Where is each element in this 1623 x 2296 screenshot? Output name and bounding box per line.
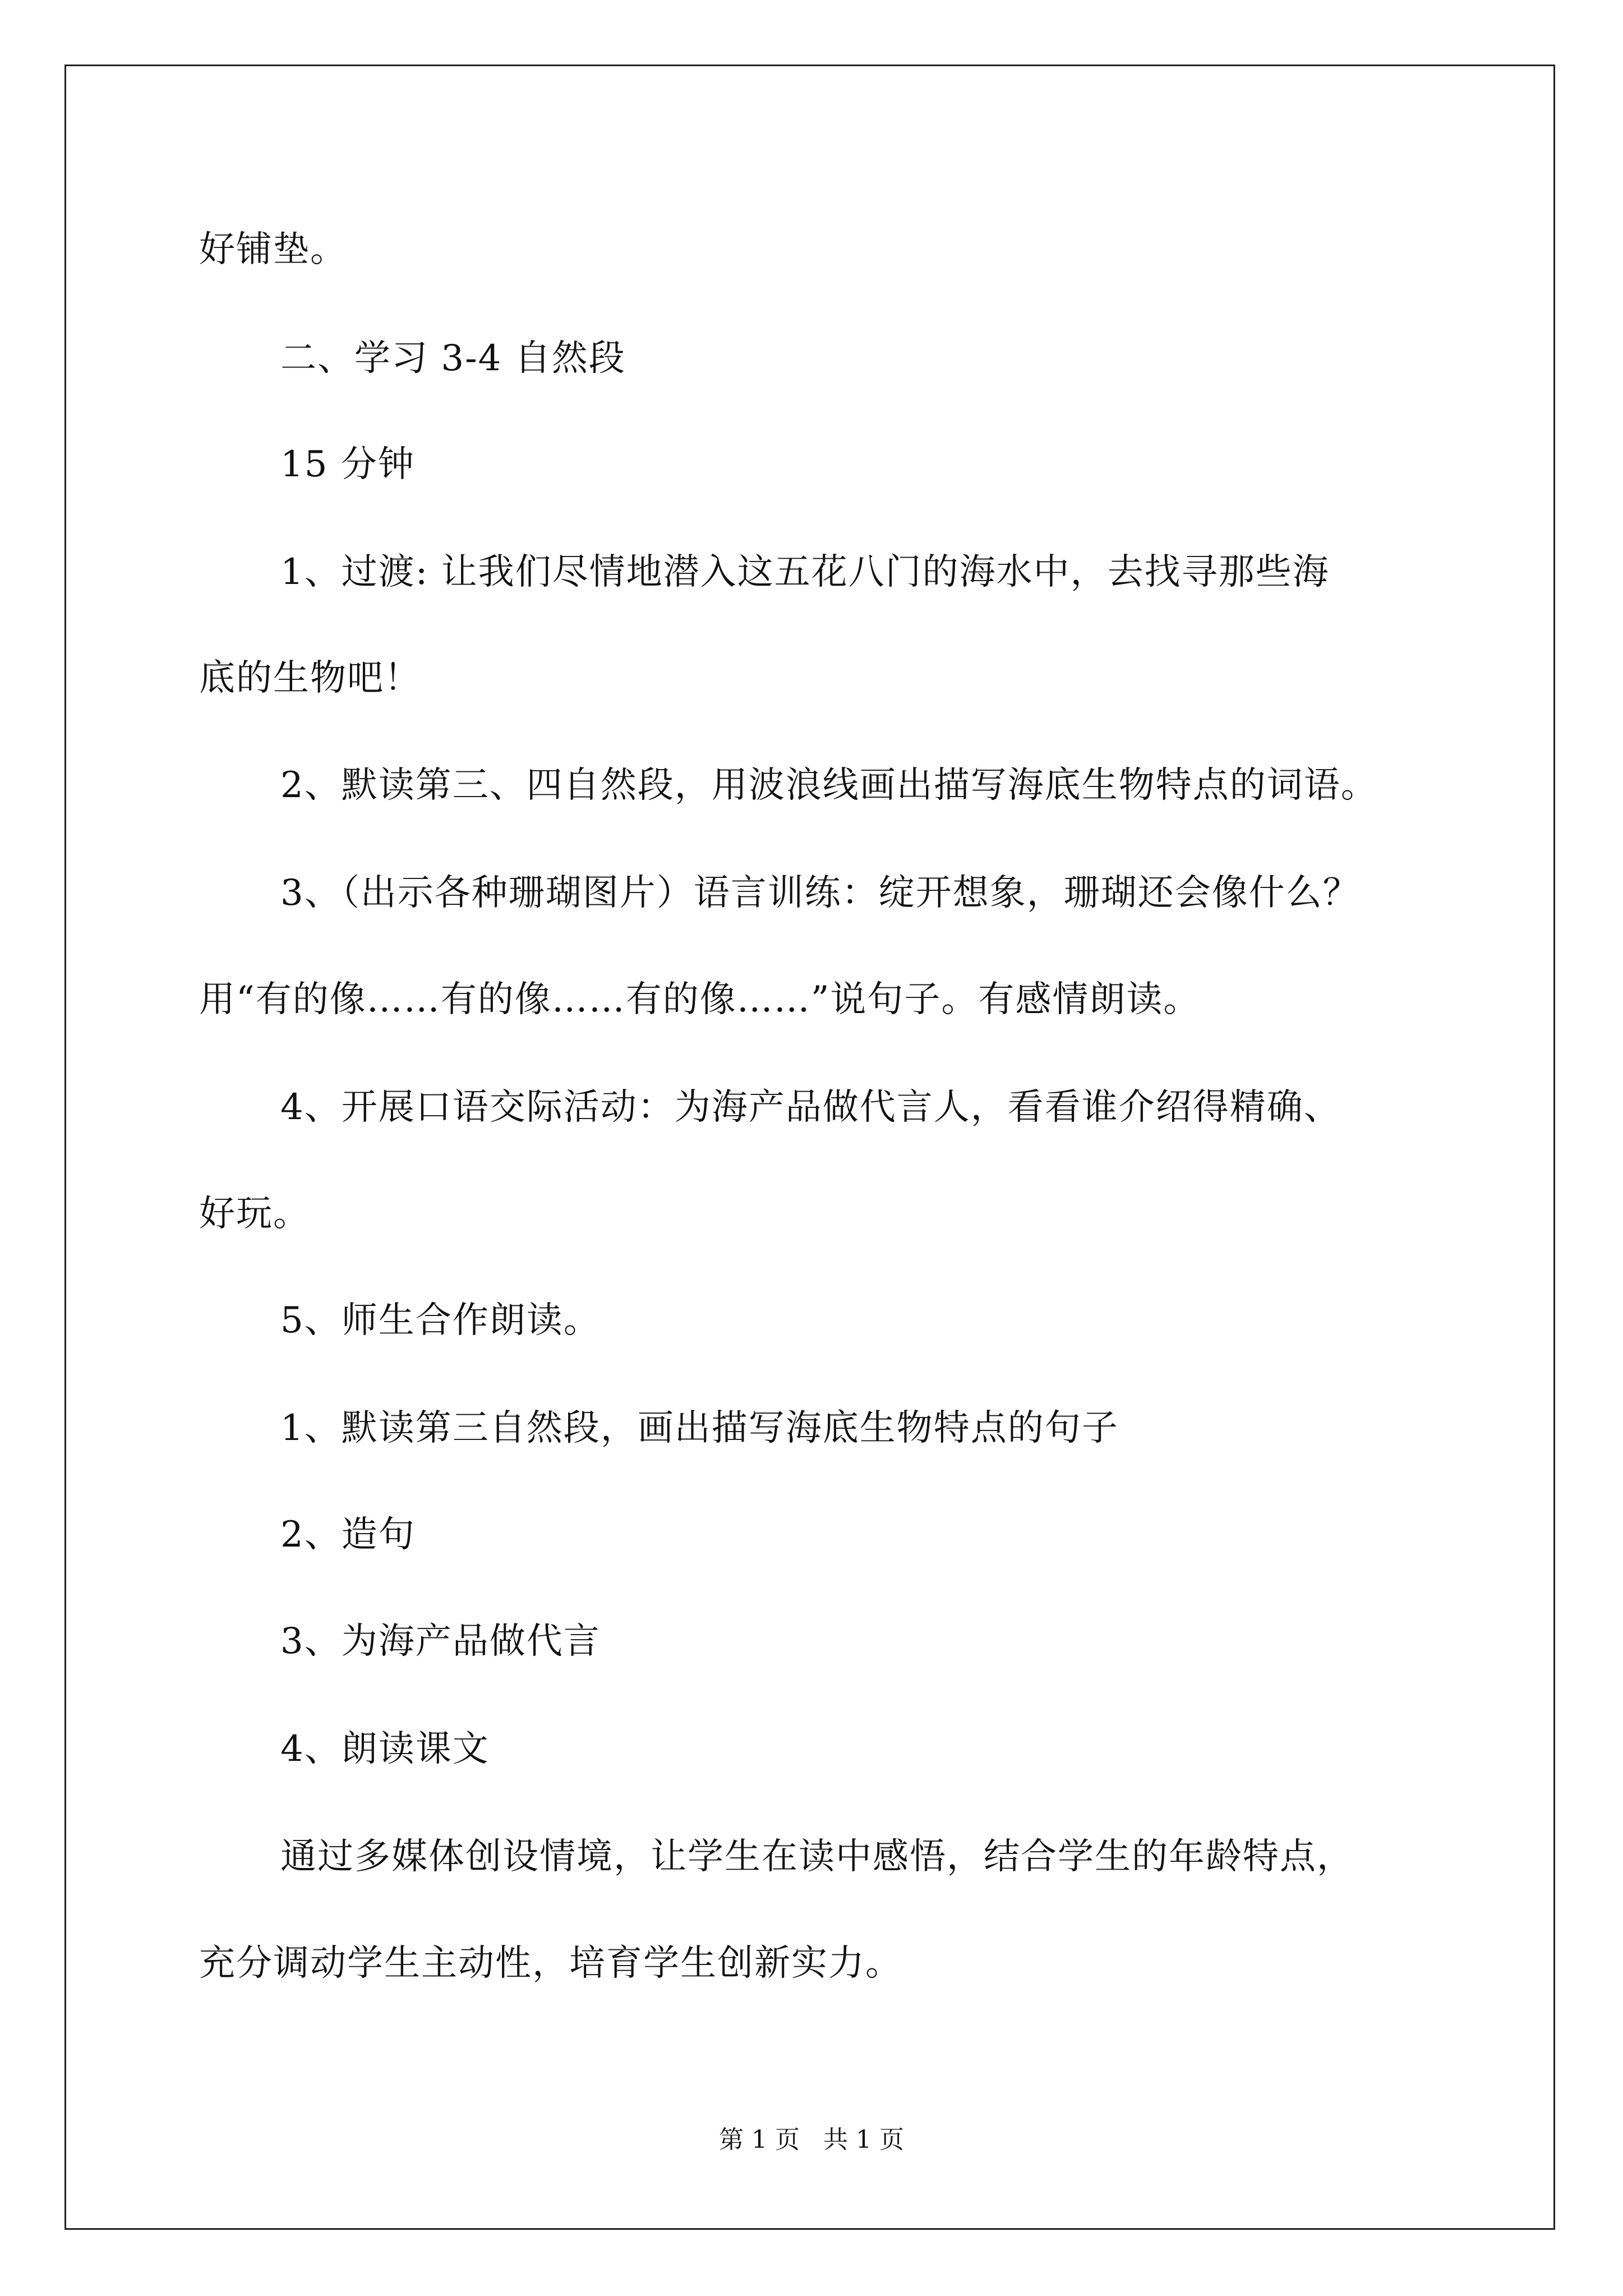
text-line-14: 3、为海产品做代言: [280, 1621, 601, 1662]
text-line-12: 1、默读第三自然段，画出描写海底生物特点的句子: [280, 1407, 1119, 1449]
text-line-8: 用“有的像……有的像……有的像……”说句子。有感情朗读。: [199, 979, 1201, 1020]
duration-line: 15 分钟: [280, 444, 415, 485]
text-line-13: 2、造句: [280, 1514, 416, 1556]
text-line-4: 1、过渡: 让我们尽情地潜入这五花八门的海水中，去找寻那些海: [280, 551, 1330, 593]
text-line-9: 4、开展口语交际活动：为海产品做代言人，看看谁介绍得精确、: [280, 1087, 1341, 1128]
section-heading: 二、学习 3-4 自然段: [280, 338, 626, 379]
page-border: [64, 65, 1555, 2230]
text-line-7: 3、（出示各种珊瑚图片）语言训练：绽开想象，珊瑚还会像什么？: [280, 872, 1360, 914]
text-line-16: 通过多媒体创设情境，让学生在读中感悟，结合学生的年龄特点，: [280, 1836, 1354, 1878]
text-line-11: 5、师生合作朗读。: [280, 1300, 601, 1341]
text-line-15: 4、朗读课文: [280, 1728, 490, 1770]
text-line-1: 好铺垫。: [199, 229, 347, 270]
text-line-17: 充分调动学生主动性，培育学生创新实力。: [199, 1943, 902, 1984]
text-line-10: 好玩。: [199, 1193, 310, 1235]
page-footer: 第 1 页 共 1 页: [719, 2125, 904, 2154]
text-line-5: 底的生物吧！: [199, 657, 421, 699]
text-line-6: 2、默读第三、四自然段，用波浪线画出描写海底生物特点的词语。: [280, 765, 1378, 806]
